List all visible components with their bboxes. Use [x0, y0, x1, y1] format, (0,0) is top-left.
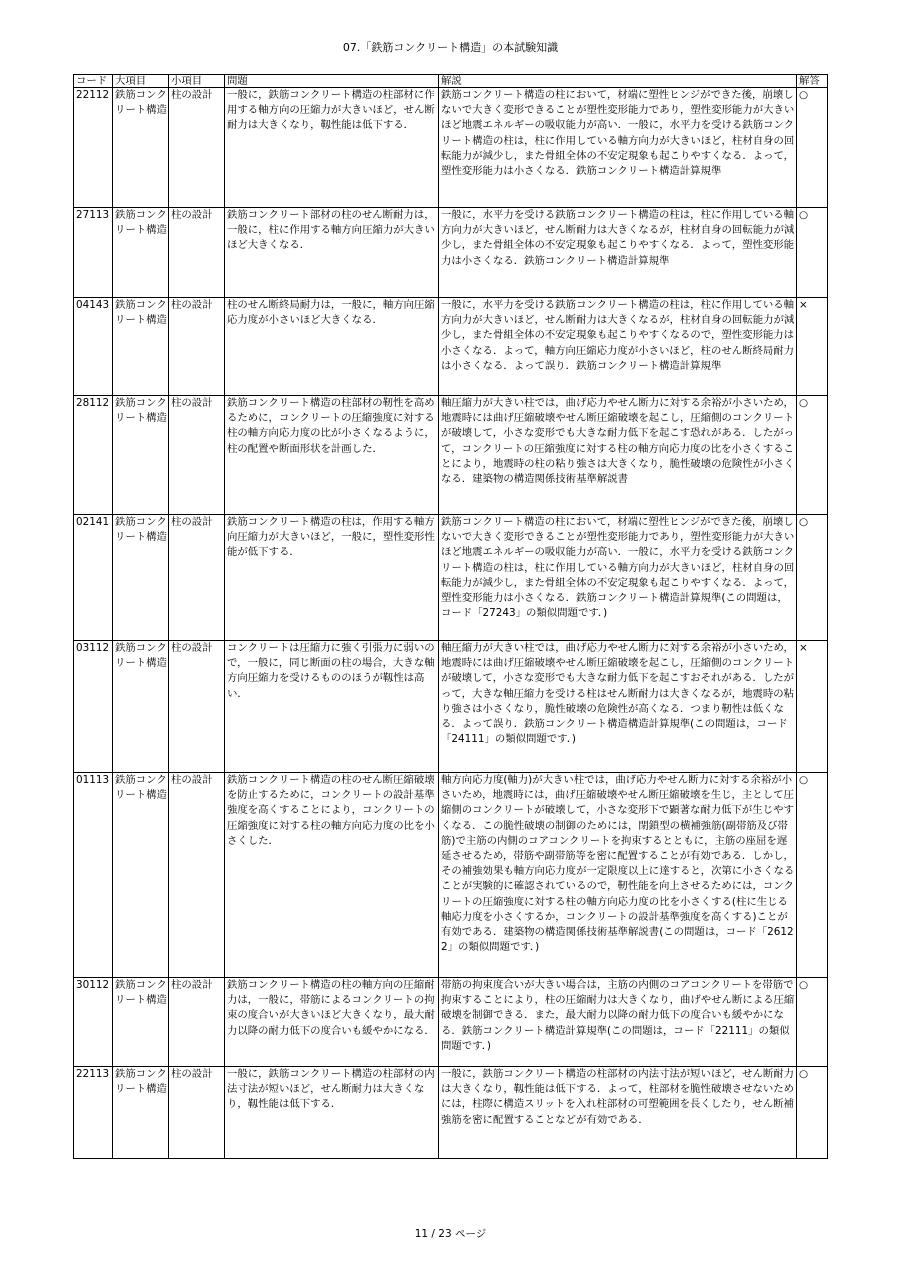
row-question: 鉄筋コンクリート構造の柱の軸方向の圧縮耐力は，一般に，帯筋によるコンクリートの拘束の度合いが大きいほど大きくなり，最大耐力以降の耐力低下の度合いも緩やかになる． [225, 978, 439, 1067]
row-minor: 柱の設計 [169, 515, 225, 641]
document-title: 07.「鉄筋コンクリート構造」の本試験知識 [342, 41, 559, 54]
row-answer: ○ [797, 208, 828, 298]
row-code: 01113 [74, 773, 113, 978]
table-row [74, 208, 828, 298]
row-major: 鉄筋コンクリート構造 [113, 641, 169, 773]
row-explanation: 軸圧縮力が大きい柱では，曲げ応力やせん断力に対する余裕が小さいため，地震時には曲げ圧縮破壊やせん断圧縮破壊を起こし，圧縮側のコンクリートが破壊して，小さな変形でも大きな耐力低下を起こすおそれがある．したがって，大きな軸圧縮力を受ける柱はせん断耐力は大きくなるが，地震時の粘り強さは小さくなり，脆性破壊の危険性が高くなる．つまり靭性は低くなる．よって誤り．鉄筋コンクリート構造構造計算規準(この問題は，コード「24111」の類似問題です．) [439, 641, 797, 773]
row-code: 03112 [74, 641, 113, 773]
row-major: 鉄筋コンクリート構造 [113, 298, 169, 396]
row-explanation: 軸圧縮力が大きい柱では，曲げ応力やせん断力に対する余裕が小さいため，地震時には曲げ圧縮破壊やせん断圧縮破壊を起こし，圧縮側のコンクリートが破壊して，小さな変形でも大きな耐力低下を起こす恐れがある．したがって，コンクリートの圧縮強度に対する柱の軸方向応力度の比を小さくすることにより，地震時の柱の粘り強さは大きくなり，脆性破壊の危険性が小さくなる．建築物の構造関係技術基準解説書 [439, 396, 797, 515]
row-code: 04143 [74, 298, 113, 396]
header-question: 問題 [225, 75, 439, 88]
table-row [74, 298, 828, 396]
row-minor: 柱の設計 [169, 978, 225, 1067]
row-answer: ○ [797, 1067, 828, 1159]
row-minor: 柱の設計 [169, 88, 225, 208]
table-row [74, 641, 828, 773]
row-code: 28112 [74, 396, 113, 515]
row-code: 02141 [74, 515, 113, 641]
row-code: 30112 [74, 978, 113, 1067]
row-question: 鉄筋コンクリート部材の柱のせん断耐力は，一般に，柱に作用する軸方向圧縮力が大きいほど大きくなる． [225, 208, 439, 298]
table-row [74, 978, 828, 1067]
row-major: 鉄筋コンクリート構造 [113, 773, 169, 978]
row-major: 鉄筋コンクリート構造 [113, 515, 169, 641]
row-answer: × [797, 641, 828, 773]
row-explanation: 一般に，水平力を受ける鉄筋コンクリート構造の柱は，柱に作用している軸方向力が大きいほど，せん断耐力は大きくなるが，柱材自身の回転能力が減少し，また骨組全体の不安定現象も起こりやすくなる．よって，塑性変形能力は小さくなる．鉄筋コンクリート構造計算規準 [439, 208, 797, 298]
row-code: 27113 [74, 208, 113, 298]
header-answer: 解答 [797, 75, 828, 88]
row-question: 鉄筋コンクリート構造の柱のせん断圧縮破壊を防止するために，コンクリートの設計基準強度を高くすることにより，コンクリートの圧縮強度に対する柱の軸方向応力度の比を小さくした． [225, 773, 439, 978]
row-question: コンクリートは圧縮力に強く引張力に弱いので，一般に，同じ断面の柱の場合，大きな軸方向圧縮力を受けるもののほうが靱性は高い． [225, 641, 439, 773]
question-table [73, 74, 828, 1159]
row-question: 一般に，鉄筋コンクリート構造の柱部材に作用する軸方向の圧縮力が大きいほど，せん断耐力は大きくなり，靱性能は低下する． [225, 88, 439, 208]
row-explanation: 軸方向応力度(軸力)が大きい柱では，曲げ応力やせん断力に対する余裕が小さいため，地震時には，曲げ圧縮破壊やせん断圧縮破壊を生じ，主として圧縮側のコンクリートが破壊して，小さな変形下で顕著な耐力低下が生じやすくなる．この脆性破壊の制御のためには，閉鎖型の横補強筋(副帯筋及び帯筋)で主筋の内側のコアコンクリートを拘束するとともに，主筋の座屈を遅延させるため，帯筋や副帯筋等を密に配置することが有効である．しかし，その補強効果も軸方向応力度が一定限度以上に達すると，次第に小さくなることが実験的に確認されているので，靭性能を向上させるためには，コンクリートの圧縮強度に対する柱の軸方向応力度の比を小さくする(柱に生じる軸応力度を小さくするか，コンクリートの設計基準強度を高くする)ことが有効である．建築物の構造関係技術基準解説書(この問題は，コード「26122」の類似問題です．) [439, 773, 797, 978]
row-explanation: 一般に，鉄筋コンクリート構造の柱部材の内法寸法が短いほど，せん断耐力は大きくなり，靱性能は低下する．よって，柱部材を脆性破壊させないためには，柱際に構造スリットを入れ柱部材の可塑範囲を長くしたり，せん断補強筋を密に配置することなどが有効である． [439, 1067, 797, 1159]
row-minor: 柱の設計 [169, 1067, 225, 1159]
row-minor: 柱の設計 [169, 298, 225, 396]
header-code: コード [74, 75, 113, 88]
row-question: 柱のせん断終局耐力は，一般に，軸方向圧縮応力度が小さいほど大きくなる． [225, 298, 439, 396]
row-major: 鉄筋コンクリート構造 [113, 396, 169, 515]
row-question: 鉄筋コンクリート構造の柱は，作用する軸方向圧縮力が大きいほど，一般に，塑性変形性能が低下する． [225, 515, 439, 641]
row-minor: 柱の設計 [169, 773, 225, 978]
row-major: 鉄筋コンクリート構造 [113, 208, 169, 298]
header-explanation: 解説 [439, 75, 797, 88]
row-answer: ○ [797, 773, 828, 978]
table-row [74, 773, 828, 978]
table-row [74, 88, 828, 208]
row-answer: × [797, 298, 828, 396]
row-explanation: 鉄筋コンクリート構造の柱において，材端に塑性ヒンジができた後，崩壊しないで大きく変形できることが塑性変形能力であり，塑性変形能力が大きいほど地震エネルギーの吸収能力が高い．一般に，水平力を受ける鉄筋コンクリート構造の柱は，柱に作用している軸方向力が大きいほど，柱材自身の回転能力が減少し，また骨組全体の不安定現象も起こりやすくなる．よって，塑性変形能力は小さくなる．鉄筋コンクリート構造計算規準 [439, 88, 797, 208]
row-question: 鉄筋コンクリート構造の柱部材の靭性を高めるために，コンクリートの圧縮強度に対する柱の軸方向応力度の比が小さくなるように，柱の配置や断面形状を計画した． [225, 396, 439, 515]
header-minor: 小項目 [169, 75, 225, 88]
row-major: 鉄筋コンクリート構造 [113, 978, 169, 1067]
row-explanation: 一般に，水平力を受ける鉄筋コンクリート構造の柱は，柱に作用している軸方向力が大きいほど，せん断耐力は大きくなるが，柱材自身の回転能力が減少し，また骨組全体の不安定現象も起こりやすくなるので，塑性変形能力は小さくなる．よって，軸方向圧縮応力度が小さいほど，柱のせん断終局耐力は小さくなる．よって誤り．鉄筋コンクリート構造計算規準 [439, 298, 797, 396]
table-row [74, 515, 828, 641]
row-minor: 柱の設計 [169, 641, 225, 773]
header-major: 大項目 [113, 75, 169, 88]
row-major: 鉄筋コンクリート構造 [113, 88, 169, 208]
table-row [74, 1067, 828, 1159]
table-row [74, 396, 828, 515]
row-answer: ○ [797, 515, 828, 641]
table-header-row [74, 75, 828, 88]
row-code: 22112 [74, 88, 113, 208]
row-minor: 柱の設計 [169, 396, 225, 515]
row-explanation: 鉄筋コンクリート構造の柱において，材端に塑性ヒンジができた後，崩壊しないで大きく変形できることが塑性変形能力であり，塑性変形能力が大きいほど地震エネルギーの吸収能力が高い．一般に，水平力を受ける鉄筋コンクリート構造の柱は，柱に作用している軸方向力が大きいほど，柱材自身の回転能力が減少し，また骨組全体の不安定現象も起こりやすくなる．よって，塑性変形能力は小さくなる．鉄筋コンクリート構造計算規準(この問題は，コード「27243」の類似問題です．) [439, 515, 797, 641]
row-answer: ○ [797, 88, 828, 208]
page-number: 11 / 23 ページ [414, 1228, 487, 1240]
row-minor: 柱の設計 [169, 208, 225, 298]
row-answer: ○ [797, 978, 828, 1067]
row-major: 鉄筋コンクリート構造 [113, 1067, 169, 1159]
row-question: 一般に，鉄筋コンクリート構造の柱部材の内法寸法が短いほど，せん断耐力は大きくなり，靱性能は低下する． [225, 1067, 439, 1159]
row-answer: ○ [797, 396, 828, 515]
row-code: 22113 [74, 1067, 113, 1159]
row-explanation: 帯筋の拘束度合いが大きい場合は，主筋の内側のコアコンクリートを帯筋で拘束することにより，柱の圧縮耐力は大きくなり，曲げやせん断による圧縮破壊を制御できる．また，最大耐力以降の耐力低下の度合いも緩やかになる．鉄筋コンクリート構造計算規準(この問題は，コード「22111」の類似問題です．) [439, 978, 797, 1067]
